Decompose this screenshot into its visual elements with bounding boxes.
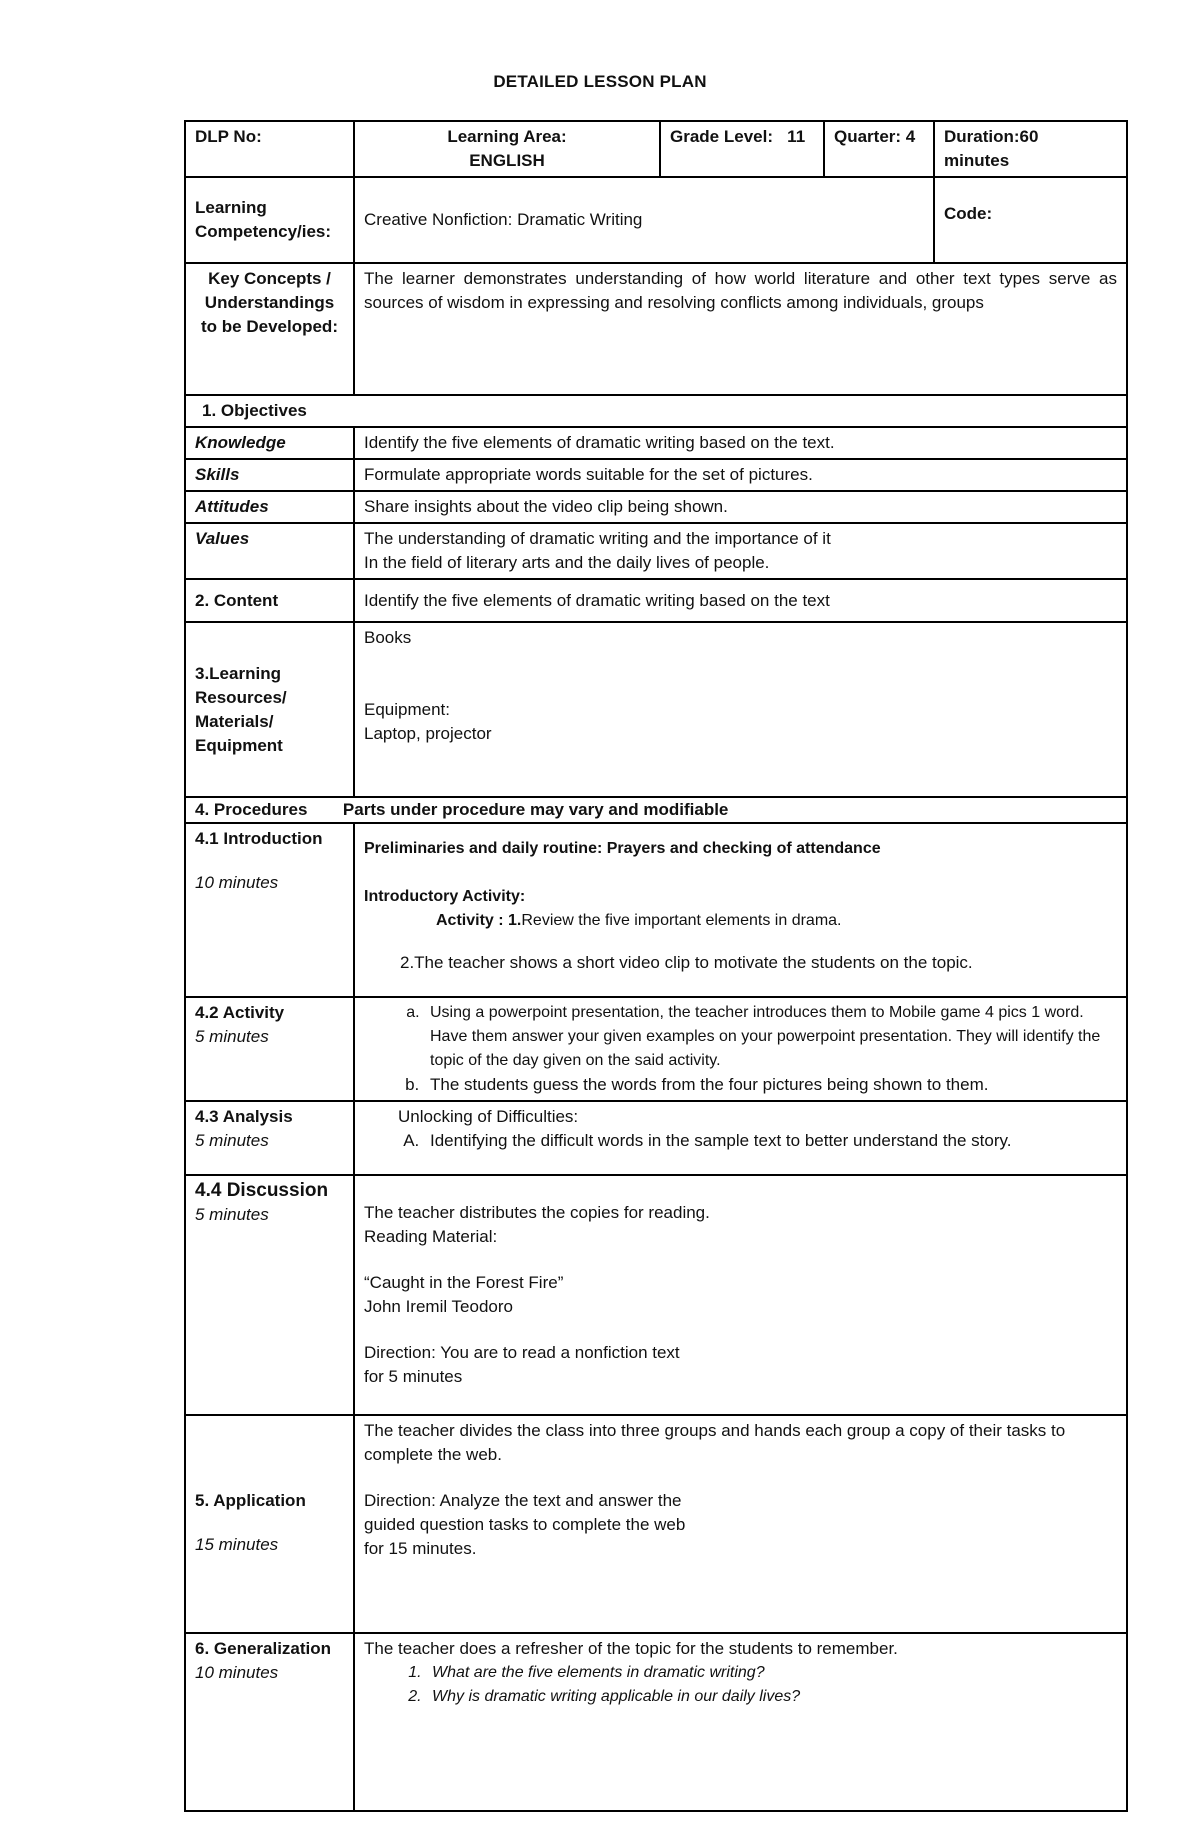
application-direction3: for 15 minutes.: [364, 1539, 477, 1558]
code-cell: [934, 177, 1127, 263]
discussion-direction1: Direction: You are to read a nonfiction text: [364, 1343, 680, 1362]
competency-value-cell: [354, 177, 934, 263]
analysis-line1: Unlocking of Difficulties:: [398, 1107, 579, 1126]
introduction-label: 4.1 Introduction: [195, 829, 323, 848]
analysis-time: 5 minutes: [195, 1131, 269, 1150]
analysis-row: [185, 1101, 1127, 1175]
lesson-plan-table: [184, 120, 1128, 1812]
duration-label: Duration:60: [944, 127, 1039, 146]
learning-area-value: ENGLISH: [469, 151, 545, 170]
knowledge-value: Identify the five elements of dramatic writing based on the text.: [354, 427, 1127, 459]
introduction-row: [185, 823, 1127, 997]
generalization-time: 10 minutes: [195, 1663, 279, 1682]
discussion-time: 5 minutes: [195, 1205, 269, 1224]
discussion-story-title: “Caught in the Forest Fire”: [364, 1273, 564, 1292]
learning-area-cell: [354, 121, 660, 177]
resources-equipment-value: Laptop, projector: [364, 724, 492, 743]
activity-item-b: b. The students guess the words from the four pictures being shown to them.: [424, 1073, 1117, 1097]
key-concepts-label-line2: Understandings: [204, 293, 335, 312]
generalization-line1: The teacher does a refresher of the topic for the students to remember.: [364, 1639, 898, 1658]
competency-label-line2: Competency/ies:: [195, 222, 332, 241]
values-line1: The understanding of dramatic writing and the importance of it: [364, 529, 831, 548]
content-value: Identify the five elements of dramatic writing based on the text: [354, 579, 1127, 622]
resources-label-cell: [185, 622, 354, 797]
attitudes-value: Share insights about the video clip being shown.: [354, 491, 1127, 523]
key-concepts-value-cell: [354, 263, 1127, 395]
resources-label-line3: Materials/: [195, 711, 274, 731]
analysis-item-a: A. Identifying the difficult words in the sample text to better understand the story.: [424, 1129, 1117, 1153]
generalization-q2: 2. Why is dramatic writing applicable in our daily lives?: [426, 1685, 1117, 1709]
resources-label-line1: 3.Learning: [195, 663, 281, 683]
activity-time: 5 minutes: [195, 1027, 269, 1046]
introduction-time: 10 minutes: [195, 873, 279, 892]
application-row: [185, 1415, 1127, 1633]
discussion-author: John Iremil Teodoro: [364, 1297, 513, 1316]
skills-label: Skills: [185, 459, 354, 491]
introduction-label-cell: [185, 823, 354, 997]
application-direction2: guided question tasks to complete the web: [364, 1515, 686, 1534]
values-cell: [354, 523, 1127, 579]
grade-level-value: 11: [787, 127, 806, 146]
application-content-cell: [354, 1415, 1127, 1633]
dlp-no-cell: [185, 121, 354, 177]
quarter-label: Quarter: 4: [834, 127, 916, 146]
procedures-heading-row: [185, 797, 1127, 823]
skills-row: [185, 459, 1127, 491]
skills-value: Formulate appropriate words suitable for the set of pictures.: [354, 459, 1127, 491]
activity-label-cell: [185, 997, 354, 1101]
quarter-cell: [824, 121, 934, 177]
competency-row: [185, 177, 1127, 263]
key-concepts-row: [185, 263, 1127, 395]
activity-row: [185, 997, 1127, 1101]
objectives-heading-cell: [185, 395, 1127, 427]
introduction-content-cell: [354, 823, 1127, 997]
learning-area-label: Learning Area:: [447, 127, 567, 146]
duration-cell: [934, 121, 1127, 177]
application-time: 15 minutes: [195, 1535, 279, 1554]
objectives-heading: 1. Objectives: [202, 401, 307, 420]
knowledge-row: [185, 427, 1127, 459]
resources-row: [185, 622, 1127, 797]
analysis-label-cell: [185, 1101, 354, 1175]
discussion-direction2: for 5 minutes: [364, 1367, 463, 1386]
code-label: Code:: [944, 204, 993, 223]
activity-list: [364, 1001, 1117, 1097]
application-label-cell: [185, 1415, 354, 1633]
discussion-line1: The teacher distributes the copies for reading.: [364, 1203, 710, 1222]
application-line1: The teacher divides the class into three groups and hands each group a copy of their tasks to complete the web.: [364, 1421, 1066, 1464]
generalization-label-cell: [185, 1633, 354, 1811]
resources-label-line4: Equipment: [195, 735, 283, 755]
values-label: Values: [185, 523, 354, 579]
duration-value: minutes: [944, 151, 1010, 170]
introduction-activity-prefix: Activity : 1.: [436, 912, 522, 929]
introduction-activity-line: [364, 909, 1117, 933]
resources-equipment-label: Equipment:: [364, 700, 450, 719]
key-concepts-label-line3: to be Developed:: [201, 317, 338, 336]
activity-content-cell: [354, 997, 1127, 1101]
discussion-line2: Reading Material:: [364, 1227, 498, 1246]
analysis-list: [364, 1129, 1117, 1153]
procedures-heading: 4. Procedures: [195, 800, 308, 819]
generalization-q1: 1. What are the five elements in dramatic writing?: [426, 1661, 1117, 1685]
grade-level-label: Grade Level:: [670, 127, 773, 146]
introduction-activity-text: Review the five important elements in drama.: [521, 912, 842, 929]
generalization-content-cell: [354, 1633, 1127, 1811]
key-concepts-label-cell: [185, 263, 354, 395]
discussion-row: [185, 1175, 1127, 1415]
procedures-heading-cell: [185, 797, 1127, 823]
discussion-label-cell: [185, 1175, 354, 1415]
application-label: 5. Application: [195, 1491, 306, 1510]
competency-label-cell: [185, 177, 354, 263]
activity-item-a: a. Using a powerpoint presentation, the teacher introduces them to Mobile game 4 pics 1 word. Have them answer your given examples on your powerpoint presentation. They will identify the topic of the day given on the said activity.: [424, 1001, 1117, 1073]
discussion-content-cell: [354, 1175, 1127, 1415]
competency-value: Creative Nonfiction: Dramatic Writing: [364, 210, 643, 229]
discussion-label: 4.4 Discussion: [195, 1180, 329, 1201]
generalization-questions: [364, 1661, 1117, 1709]
content-label: 2. Content: [185, 579, 354, 622]
introduction-preliminaries: Preliminaries and daily routine: Prayers and checking of attendance: [364, 840, 881, 857]
generalization-label: 6. Generalization: [195, 1639, 332, 1658]
values-line2: In the field of literary arts and the daily lives of people.: [364, 553, 770, 572]
attitudes-row: [185, 491, 1127, 523]
analysis-content-cell: [354, 1101, 1127, 1175]
knowledge-label: Knowledge: [185, 427, 354, 459]
objectives-heading-row: [185, 395, 1127, 427]
content-row: [185, 579, 1127, 622]
key-concepts-label-line1: Key Concepts /: [208, 269, 331, 288]
resources-value-cell: [354, 622, 1127, 797]
activity-label: 4.2 Activity: [195, 1003, 285, 1022]
resources-label-line2: Resources/: [195, 687, 287, 707]
analysis-label: 4.3 Analysis: [195, 1107, 293, 1126]
competency-label-line1: Learning: [195, 198, 267, 217]
resources-books: Books: [364, 628, 412, 647]
key-concepts-value: The learner demonstrates understanding of how world literature and other text types serve as sources of wisdom in expressing and resolving conflicts among individuals, groups: [364, 269, 1117, 312]
dlp-label: DLP No:: [195, 127, 262, 146]
introductory-activity-label: Introductory Activity:: [364, 888, 526, 905]
procedures-note: Parts under procedure may vary and modifiable: [342, 800, 729, 819]
page-title: DETAILED LESSON PLAN: [493, 72, 707, 91]
generalization-row: [185, 1633, 1127, 1811]
values-row: [185, 523, 1127, 579]
header-row: [185, 121, 1127, 177]
attitudes-label: Attitudes: [185, 491, 354, 523]
application-direction1: Direction: Analyze the text and answer the: [364, 1491, 682, 1510]
grade-level-cell: [660, 121, 824, 177]
introduction-step2: 2.The teacher shows a short video clip to motivate the students on the topic.: [400, 953, 973, 972]
